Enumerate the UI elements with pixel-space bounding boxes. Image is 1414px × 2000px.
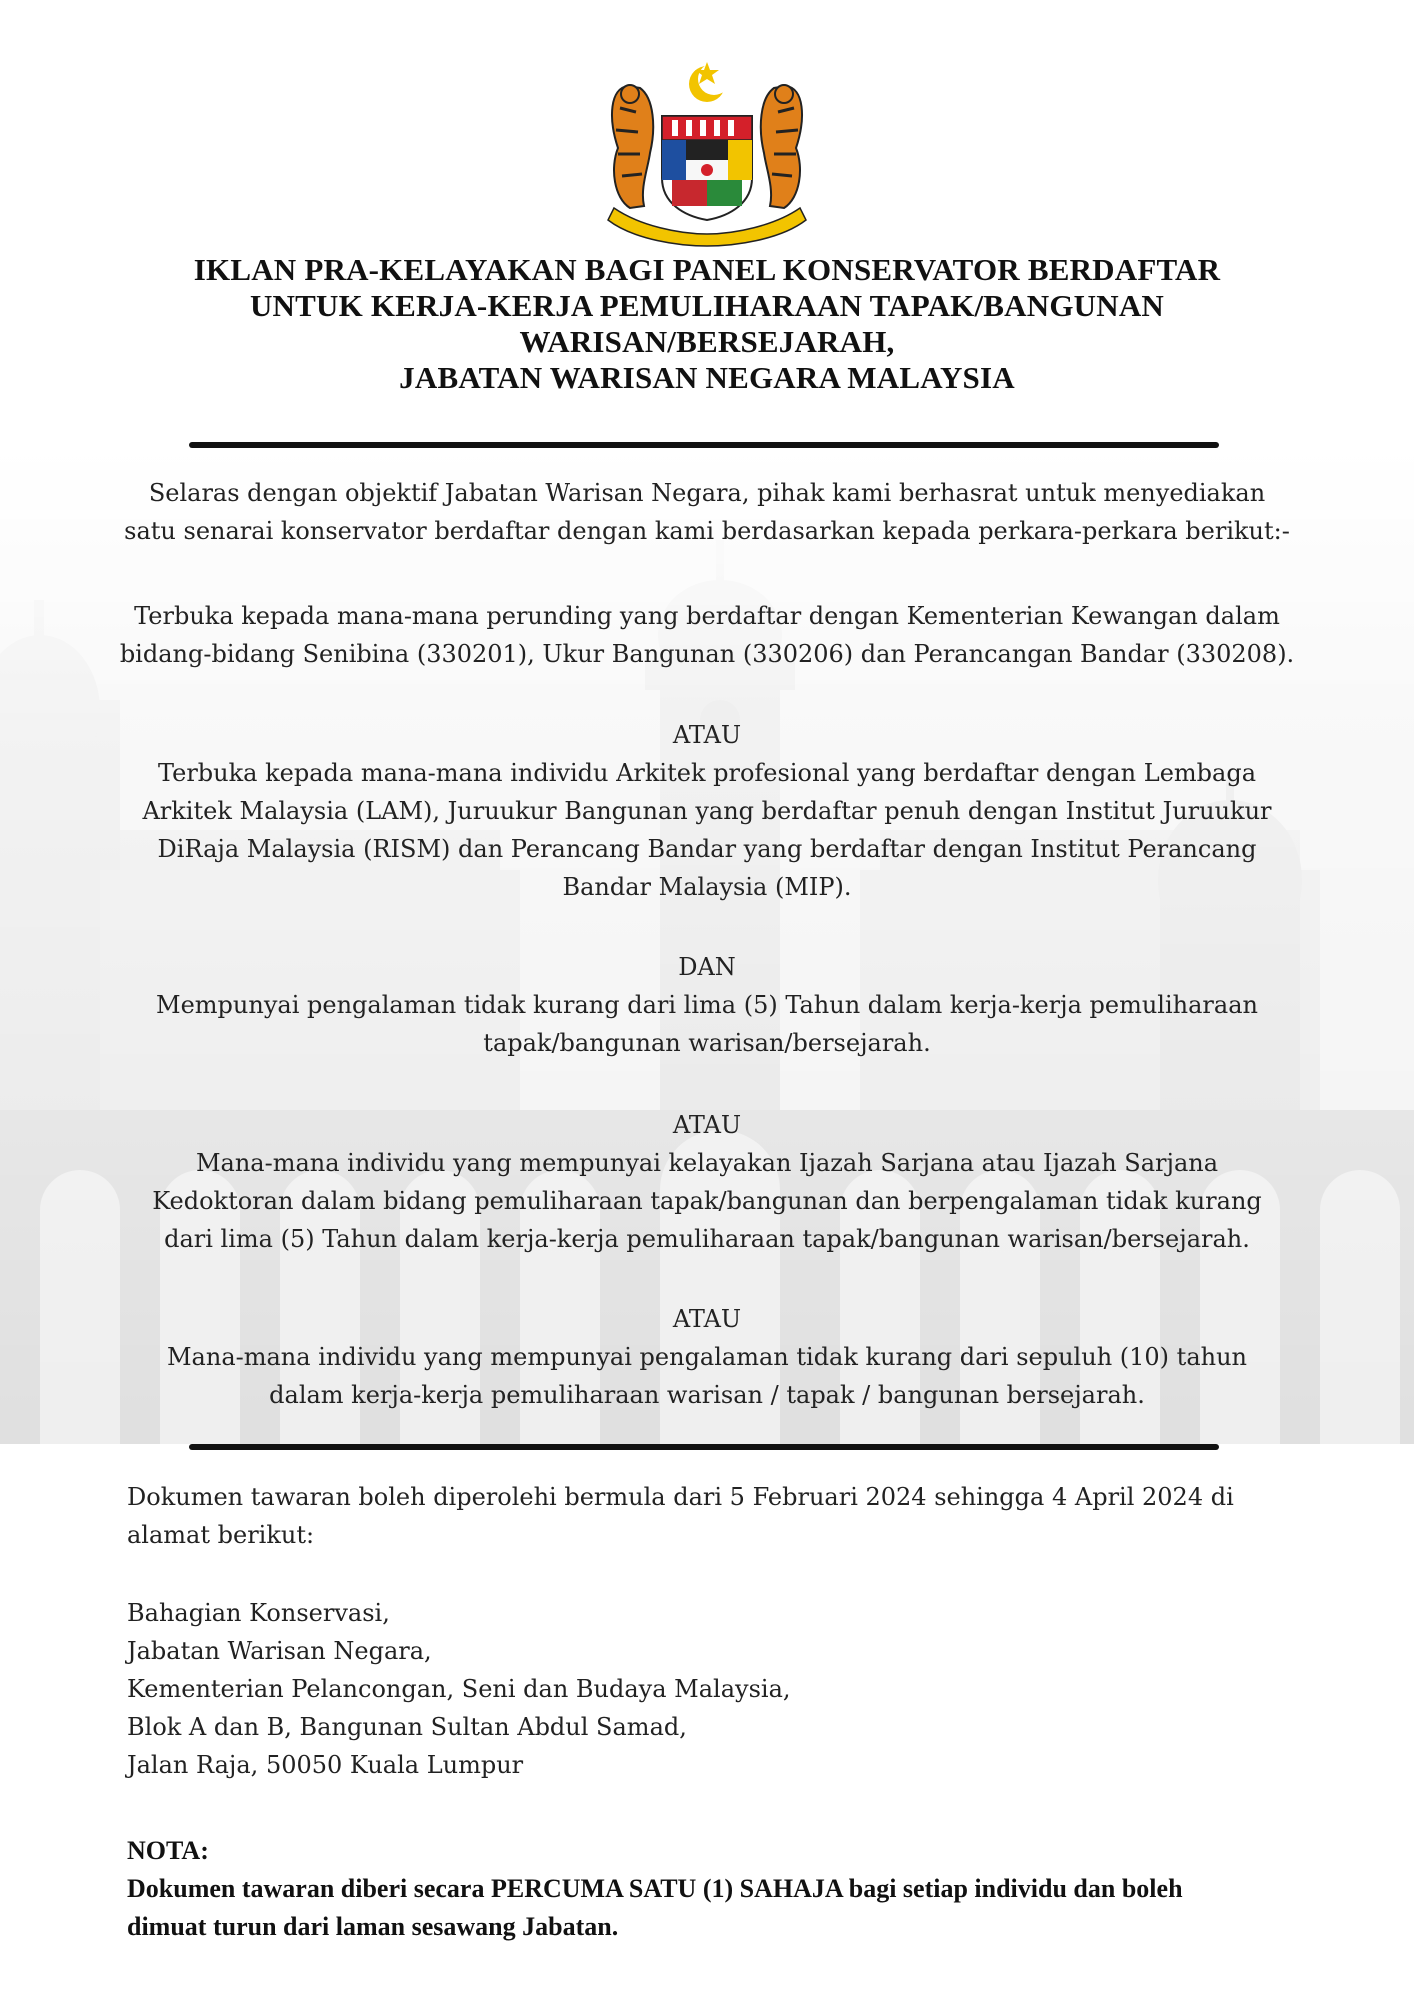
shield-icon: [662, 116, 752, 220]
text-line: Bandar Malaysia (MIP).: [562, 873, 852, 901]
text-line: dalam kerja-kerja pemuliharaan warisan / tapak / bangunan bersejarah.: [269, 1381, 1145, 1409]
bottom-divider: [189, 1444, 1219, 1450]
text-line: Arkitek Malaysia (LAM), Juruukur Bangunan yang berdaftar penuh dengan Institut Juruukur: [142, 797, 1272, 825]
text-line: Mana-mana individu yang mempunyai pengalaman tidak kurang dari sepuluh (10) tahun: [166, 1343, 1247, 1371]
title-line: WARISAN/BERSEJARAH,: [519, 324, 895, 359]
requirement-paragraph-5: [100, 1338, 1314, 1414]
left-tiger-icon: [612, 85, 653, 208]
text-line: dari lima (5) Tahun dalam kerja-kerja pemuliharaan tapak/bangunan warisan/bersejarah.: [164, 1225, 1250, 1253]
text-line: ATAU: [672, 1111, 742, 1139]
nota-heading: [127, 1832, 1307, 1870]
address-line: Jalan Raja, 50050 Kuala Lumpur: [127, 1751, 524, 1779]
text-line: Mana-mana individu yang mempunyai kelayakan Ijazah Sarjana atau Ijazah Sarjana: [195, 1149, 1219, 1177]
atau-separator: [100, 1300, 1314, 1338]
text-line: DAN: [678, 953, 736, 981]
address-line: Bahagian Konservasi,: [127, 1599, 390, 1627]
text-line: Terbuka kepada mana-mana perunding yang berdaftar dengan Kementerian Kewangan dalam: [134, 602, 1280, 630]
text-line: NOTA:: [127, 1836, 209, 1865]
nota-body: [127, 1870, 1307, 1946]
right-tiger-icon: [761, 85, 802, 208]
text-line: ATAU: [672, 1305, 742, 1333]
text-line: satu senarai konservator berdaftar dengan kami berdasarkan kepada perkara-perkara berikut:-: [124, 517, 1290, 545]
text-line: Terbuka kepada mana-mana individu Arkitek profesional yang berdaftar dengan Lembaga: [157, 759, 1256, 787]
atau-separator: [100, 716, 1314, 754]
address-block: [127, 1594, 1307, 1784]
requirement-paragraph-1: [100, 597, 1314, 673]
text-line: alamat berikut:: [127, 1521, 315, 1549]
address-line: Blok A dan B, Bangunan Sultan Abdul Samad,: [127, 1713, 687, 1741]
requirement-paragraph-4: [100, 1144, 1314, 1258]
requirement-paragraph-3: [100, 986, 1314, 1062]
document-availability-paragraph: [127, 1478, 1307, 1554]
text-line: Dokumen tawaran boleh diperolehi bermula dari 5 Februari 2024 sehingga 4 April 2024 di: [127, 1483, 1234, 1511]
text-line: dimuat turun dari laman sesawang Jabatan.: [127, 1912, 619, 1941]
text-line: tapak/bangunan warisan/bersejarah.: [483, 1029, 931, 1057]
crescent-star-icon: [689, 62, 730, 102]
address-line: Jabatan Warisan Negara,: [127, 1637, 432, 1665]
text-line: bidang-bidang Senibina (330201), Ukur Bangunan (330206) dan Perancangan Bandar (330208).: [119, 640, 1295, 668]
requirement-paragraph-2: [100, 754, 1314, 906]
malaysia-coat-of-arms-logo: [600, 58, 814, 248]
title-line: JABATAN WARISAN NEGARA MALAYSIA: [399, 360, 1015, 395]
atau-separator: [100, 1106, 1314, 1144]
text-line: Dokumen tawaran diberi secara PERCUMA SATU (1) SAHAJA bagi setiap individu dan boleh: [127, 1874, 1183, 1903]
dan-separator: [100, 948, 1314, 986]
text-line: DiRaja Malaysia (RISM) dan Perancang Bandar yang berdaftar dengan Institut Perancang: [157, 835, 1257, 863]
title-line: IKLAN PRA-KELAYAKAN BAGI PANEL KONSERVATOR BERDAFTAR: [193, 252, 1221, 287]
text-line: Selaras dengan objektif Jabatan Warisan Negara, pihak kami berhasrat untuk menyediakan: [148, 479, 1266, 507]
intro-paragraph: [100, 474, 1314, 550]
address-line: Kementerian Pelancongan, Seni dan Budaya Malaysia,: [127, 1675, 791, 1703]
text-line: ATAU: [672, 721, 742, 749]
top-divider: [189, 442, 1219, 448]
page-title: [100, 252, 1314, 396]
text-line: Mempunyai pengalaman tidak kurang dari lima (5) Tahun dalam kerja-kerja pemuliharaan: [156, 991, 1258, 1019]
text-line: Kedoktoran dalam bidang pemuliharaan tapak/bangunan dan berpengalaman tidak kurang: [152, 1187, 1262, 1215]
title-line: UNTUK KERJA-KERJA PEMULIHARAAN TAPAK/BANGUNAN: [249, 288, 1165, 323]
